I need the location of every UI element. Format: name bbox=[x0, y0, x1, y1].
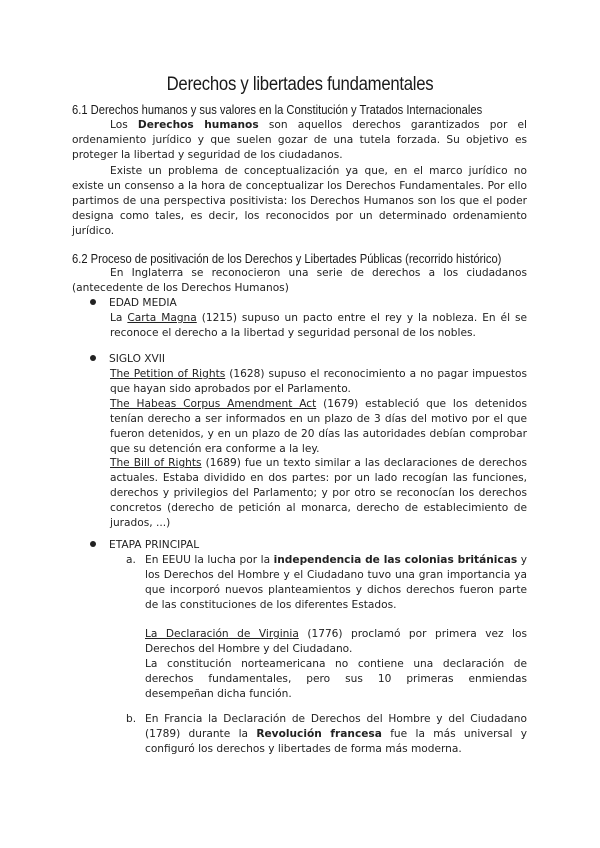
section-heading-6-2: 6.2 Proceso de positivación de los Derechos y Libertades Públicas (recorrido histórico) bbox=[72, 251, 502, 266]
petition-of-rights-text bbox=[110, 367, 527, 397]
text-run: La bbox=[110, 312, 128, 324]
bill-of-rights-text bbox=[110, 456, 527, 531]
edad-media-text bbox=[110, 311, 527, 341]
underlined-term: The Petition of Rights bbox=[110, 368, 226, 380]
list-marker-a: a. bbox=[126, 554, 136, 566]
bullet-dot bbox=[90, 541, 96, 547]
text-run: fue la más universal y configuró los derechos y libertades de forma más moderna. bbox=[145, 728, 528, 755]
text-run: (1679) estableció que los detenidos tenían derecho a ser informados en un plazo de 3 días del motivo por el que fueron detenidos, y en un plazo de 20 días las autoridades debían comprobar que su detención era conforme a la ley. bbox=[110, 398, 527, 455]
francia-text bbox=[145, 712, 527, 757]
paragraph-conceptualizacion: Existe un problema de conceptualización ya que, en el marco jurídico no existe un consenso a la hora de conceptualizar los Derechos Fundamentales. Por ello partimos de una perspectiva positivista: los Derechos Humanos son los que el poder designa como tales, es decir, los reconocidos por un determinado ordenamiento jurídico. bbox=[72, 165, 527, 237]
text-run: En Francia la Declaración de Derechos del Hombre y del Ciudadano (1789) durante la bbox=[145, 713, 527, 740]
eeuu-text bbox=[145, 553, 527, 613]
underlined-term: The Habeas Corpus Amendment Act bbox=[110, 398, 317, 410]
text-run: (1689) fue un texto similar a las declaraciones de derechos actuales. Estaba dividido en dos partes: por un lado recogían las funciones, derechos y privilegios del Parlamento; y por otro se reconocían los derechos concretos (derecho de petición al monarca, derecho de establecimiento de jurados, ...) bbox=[110, 457, 528, 529]
text-run: son aquellos derechos garantizados por el ordenamiento jurídico y que suelen gozar de una tutela forzada. Su objetivo es proteger la libertad y seguridad de los ciudadanos. bbox=[72, 119, 527, 161]
bullet-dot bbox=[90, 355, 96, 361]
paragraph-inglaterra: En Inglaterra se reconocieron una serie de derechos a los ciudadanos (antecedente de los Derechos Humanos) bbox=[72, 267, 527, 294]
document-title: Derechos y libertades fundamentales bbox=[166, 74, 434, 95]
text-run: (1628) supuso el reconocimiento a no pagar impuestos que hayan sido aprobados por el Parlamento. bbox=[110, 368, 527, 395]
bold-term: Revolución francesa bbox=[256, 728, 382, 740]
bullet-siglo-xvii bbox=[90, 352, 165, 367]
paragraph-derechos-humanos bbox=[72, 118, 527, 163]
bold-term: independencia de las colonias británicas bbox=[273, 554, 518, 566]
underlined-term: The Bill of Rights bbox=[110, 457, 202, 469]
text-run: Los bbox=[110, 119, 138, 131]
text-run: y los Derechos del Hombre y el Ciudadano tuvo una gran importancia ya que incorporó nuevos planteamientos y dichos derechos fueron parte de las constituciones de los diferentes Estados. bbox=[145, 554, 527, 611]
bullet-dot bbox=[90, 299, 96, 305]
underlined-term: Carta Magna bbox=[127, 312, 197, 324]
underlined-term: La Declaración de Virginia bbox=[145, 628, 299, 640]
bullet-label: ETAPA PRINCIPAL bbox=[109, 539, 200, 551]
habeas-corpus-text bbox=[110, 397, 527, 457]
bullet-edad-media bbox=[90, 296, 177, 311]
constitucion-text: La constitución norteamericana no contiene una declaración de derechos fundamentales, pero sus 10 primeras enmiendas desempeñan dicha función. bbox=[145, 658, 527, 700]
section-heading-6-1: 6.1 Derechos humanos y sus valores en la Constitución y Tratados Internacionales bbox=[72, 102, 483, 117]
bullet-etapa-principal bbox=[90, 538, 199, 553]
text-run: (1215) supuso un pacto entre el rey y la nobleza. En él se reconoce el derecho a la libertad y seguridad personal de los nobles. bbox=[110, 312, 528, 339]
text-run: (1776) proclamó por primera vez los Derechos del Hombre y del Ciudadano. bbox=[145, 628, 527, 655]
list-marker-b: b. bbox=[126, 713, 137, 725]
bullet-label: EDAD MEDIA bbox=[109, 297, 177, 309]
text-run: En EEUU la lucha por la bbox=[145, 554, 274, 566]
bullet-label: SIGLO XVII bbox=[109, 353, 166, 365]
bold-term: Derechos humanos bbox=[137, 119, 259, 131]
virginia-text bbox=[145, 627, 527, 657]
